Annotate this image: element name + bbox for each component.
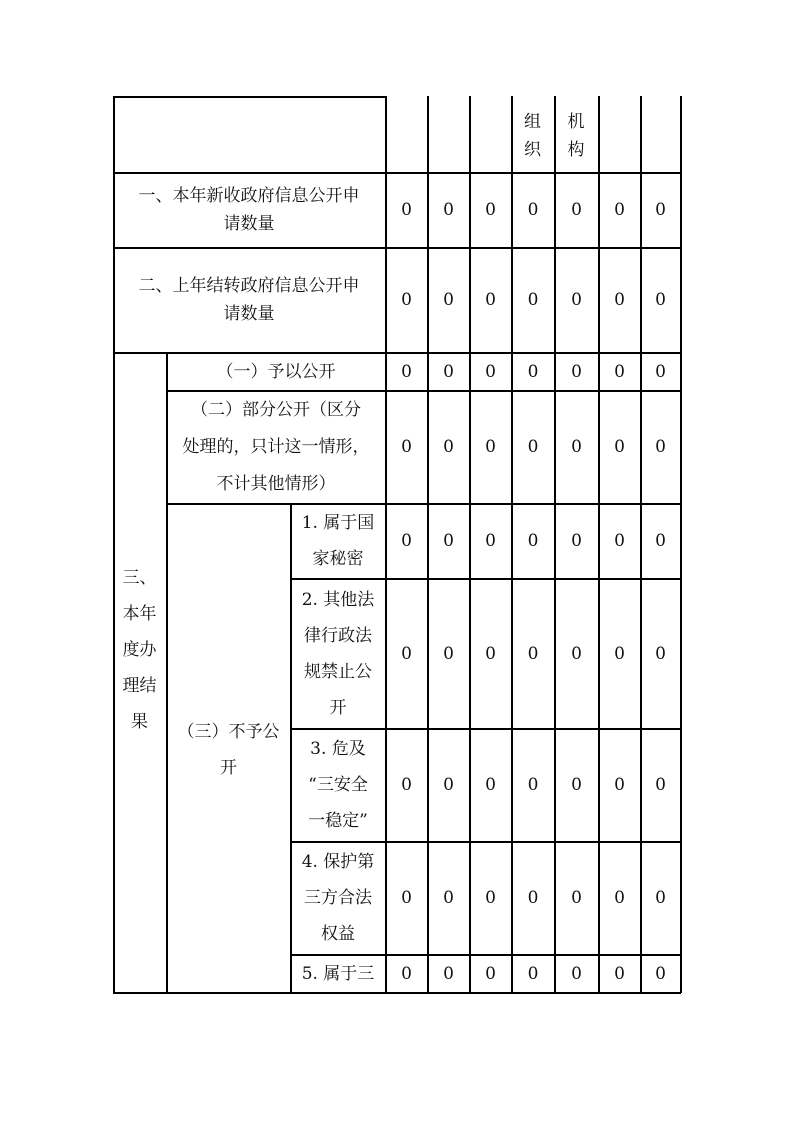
value-cell: 0	[443, 531, 454, 551]
value-cell: 0	[655, 200, 666, 220]
value-cell: 0	[571, 643, 582, 664]
value-cell: 0	[655, 963, 666, 984]
value-cell: 0	[485, 775, 496, 795]
value-cell: 0	[571, 290, 582, 310]
value-cell: 0	[485, 361, 496, 382]
table-border-bottom	[113, 992, 681, 994]
value-cell: 0	[614, 361, 625, 382]
value-cell: 0	[614, 531, 625, 551]
value-cell: 0	[485, 437, 496, 457]
value-cell: 0	[527, 963, 539, 984]
value-cell: 0	[655, 437, 666, 457]
header-col-institution: 机 构	[567, 112, 585, 160]
value-cell: 0	[485, 963, 496, 984]
value-cell: 0	[401, 888, 412, 908]
value-cell: 0	[401, 290, 412, 310]
value-cell: 0	[571, 531, 582, 551]
value-cell: 0	[571, 775, 582, 795]
value-cell: 0	[655, 643, 666, 664]
value-cell: 0	[527, 290, 539, 310]
value-cell: 0	[443, 963, 454, 984]
value-cell: 0	[571, 361, 582, 382]
value-cell: 0	[571, 963, 582, 984]
row-label-three-needs: 5. 属于三	[301, 963, 375, 984]
row-label-partial-public: （二）部分公开（区分 处理的，只计这一情形， 不计其他情形）	[182, 399, 370, 494]
value-cell: 0	[655, 888, 666, 908]
value-cell: 0	[614, 437, 625, 457]
value-cell: 0	[485, 200, 496, 220]
row-label-state-secret: 1. 属于国 家秘密	[301, 513, 375, 569]
value-cell: 0	[485, 531, 496, 551]
group-label-not-public: （三）不予公 开	[177, 722, 280, 778]
value-cell: 0	[571, 888, 582, 908]
value-cell: 0	[614, 643, 625, 664]
row-label-third-party: 4. 保护第 三方合法 权益	[301, 852, 375, 944]
value-cell: 0	[614, 963, 625, 984]
section-label-results: 三、 本年 度办 理结 果	[122, 568, 157, 732]
value-cell: 0	[527, 775, 539, 795]
value-cell: 0	[401, 643, 412, 664]
value-cell: 0	[527, 200, 539, 220]
value-cell: 0	[527, 531, 539, 551]
value-cell: 0	[614, 200, 625, 220]
header-col-organization: 组 织	[524, 112, 541, 160]
value-cell: 0	[527, 643, 539, 664]
row-label-public: （一）予以公开	[216, 361, 336, 382]
value-cell: 0	[614, 775, 625, 795]
value-cell: 0	[443, 775, 454, 795]
value-cell: 0	[655, 531, 666, 551]
value-cell: 0	[443, 290, 454, 310]
row-label-other-laws: 2. 其他法 律行政法 规禁止公 开	[301, 589, 375, 718]
row-label-carried-over: 二、上年结转政府信息公开申 请数量	[138, 276, 360, 324]
value-cell: 0	[443, 437, 454, 457]
value-cell: 0	[571, 200, 582, 220]
value-cell: 0	[527, 361, 539, 382]
value-cell: 0	[614, 888, 625, 908]
value-cell: 0	[401, 775, 412, 795]
value-cell: 0	[401, 200, 412, 220]
value-cell: 0	[401, 437, 412, 457]
value-cell: 0	[485, 643, 496, 664]
value-cell: 0	[614, 290, 625, 310]
value-cell: 0	[443, 888, 454, 908]
row-label-new-requests: 一、本年新收政府信息公开申 请数量	[138, 186, 360, 234]
value-cell: 0	[527, 888, 539, 908]
value-cell: 0	[485, 888, 496, 908]
table-border-right	[680, 96, 682, 993]
row-label-three-security: 3. 危及 “三安全 一稳定”	[308, 739, 368, 831]
value-cell: 0	[655, 361, 666, 382]
table-border-top	[113, 96, 386, 98]
value-cell: 0	[655, 775, 666, 795]
value-cell: 0	[401, 963, 412, 984]
value-cell: 0	[401, 361, 412, 382]
value-cell: 0	[571, 437, 582, 457]
value-cell: 0	[401, 531, 412, 551]
value-cell: 0	[485, 290, 496, 310]
value-cell: 0	[443, 200, 454, 220]
value-cell: 0	[443, 361, 454, 382]
value-cell: 0	[655, 290, 666, 310]
value-cell: 0	[443, 643, 454, 664]
value-cell: 0	[527, 437, 539, 457]
